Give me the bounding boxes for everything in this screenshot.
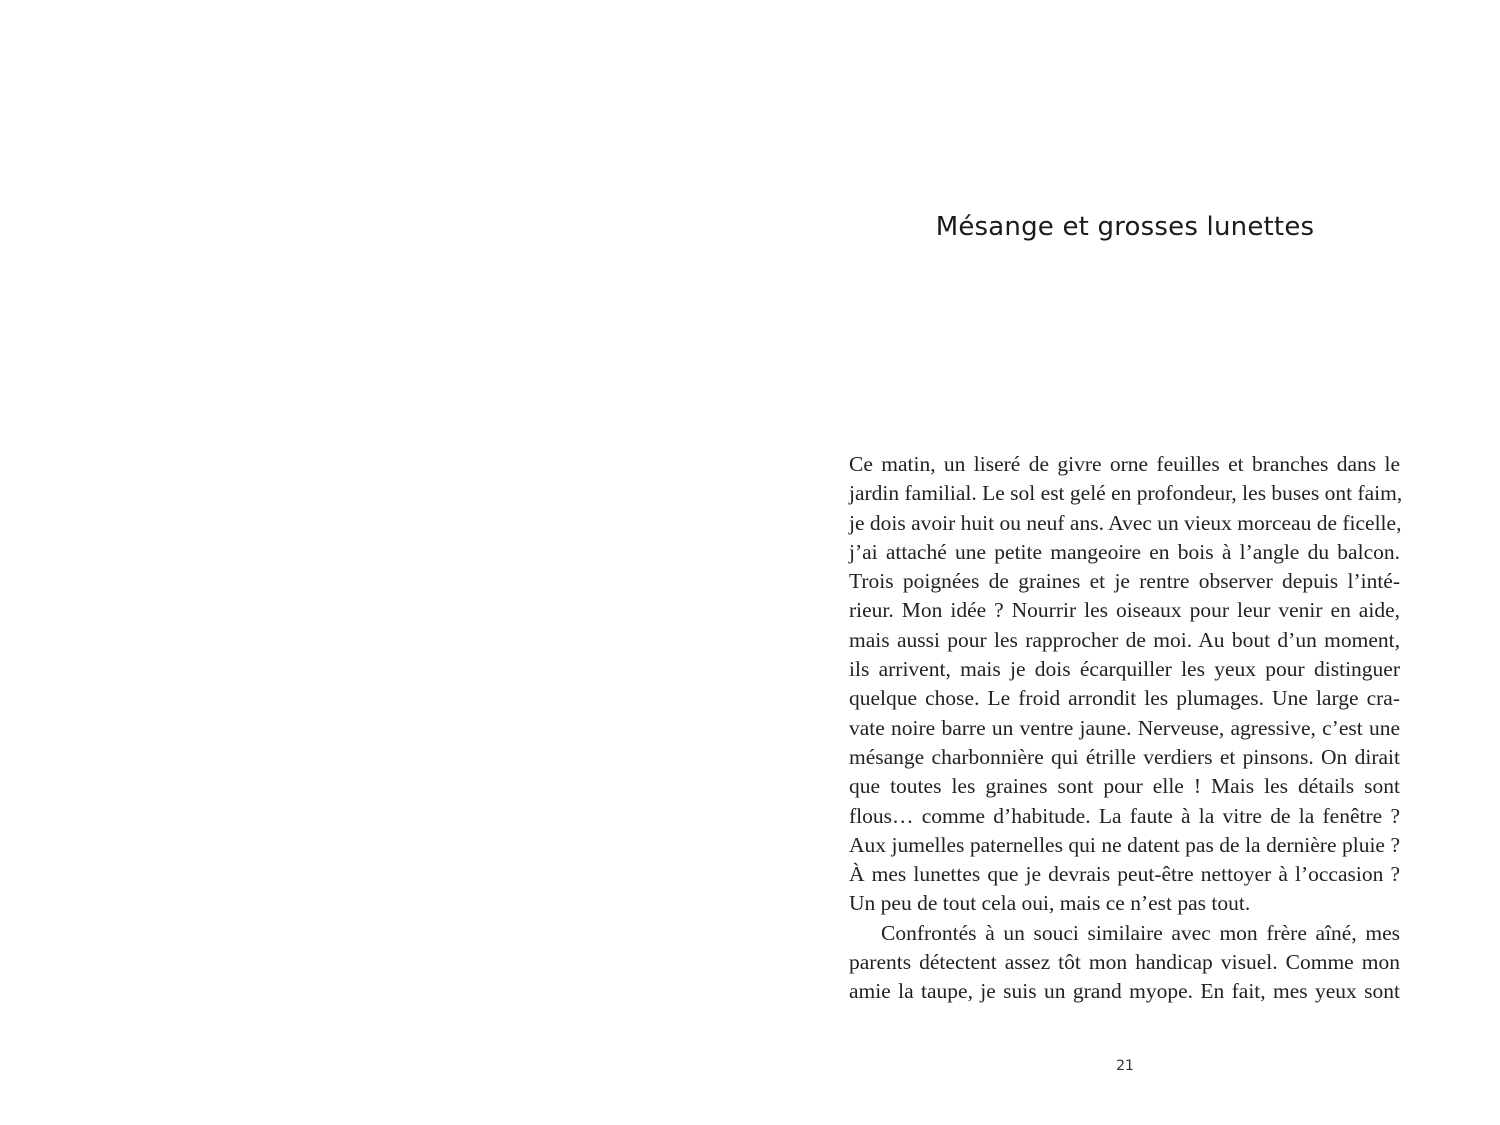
text-line: amie la taupe, je suis un grand myope. En fait, mes yeux sont xyxy=(849,979,1400,1004)
text-line: mais aussi pour les rapprocher de moi. Au bout d’un moment, xyxy=(849,627,1400,652)
page-number: 21 xyxy=(1116,1058,1134,1074)
text-line: quelque chose. Le froid arrondit les plumages. Une large cra- xyxy=(849,686,1400,711)
paragraph-last-line: Un peu de tout cela oui, mais ce n’est pas tout. xyxy=(849,891,1251,916)
text-line: jardin familial. Le sol est gelé en profondeur, les buses ont faim, xyxy=(849,481,1403,506)
body-text xyxy=(849,450,1403,1007)
text-line: j’ai attaché une petite mangeoire en bois à l’angle du balcon. xyxy=(849,539,1400,564)
text-line: À mes lunettes que je devrais peut-être nettoyer à l’occasion ? xyxy=(849,862,1400,887)
text-line: je dois avoir huit ou neuf ans. Avec un vieux morceau de ficelle, xyxy=(849,510,1402,535)
text-line: Aux jumelles paternelles qui ne datent pas de la dernière pluie ? xyxy=(849,832,1400,857)
text-line: Ce matin, un liseré de givre orne feuilles et branches dans le xyxy=(849,452,1400,476)
text-line: parents détectent assez tôt mon handicap visuel. Comme mon xyxy=(849,950,1400,975)
text-line: ils arrivent, mais je dois écarquiller les yeux pour distinguer xyxy=(849,657,1400,682)
text-line: flous… comme d’habitude. La faute à la vitre de la fenêtre ? xyxy=(849,803,1400,828)
text-line: que toutes les graines sont pour elle ! Mais les détails sont xyxy=(849,774,1400,799)
text-line: mésange charbonnière qui étrille verdiers et pinsons. On dirait xyxy=(849,744,1400,769)
text-line: vate noire barre un ventre jaune. Nerveuse, agressive, c’est une xyxy=(849,715,1400,740)
paragraph-first-line: Confrontés à un souci similaire avec mon frère aîné, mes xyxy=(881,920,1400,945)
text-line: Trois poignées de graines et je rentre observer depuis l’inté- xyxy=(849,569,1400,594)
chapter-title: Mésange et grosses lunettes xyxy=(935,212,1315,242)
text-line: rieur. Mon idée ? Nourrir les oiseaux pour leur venir en aide, xyxy=(849,598,1400,623)
